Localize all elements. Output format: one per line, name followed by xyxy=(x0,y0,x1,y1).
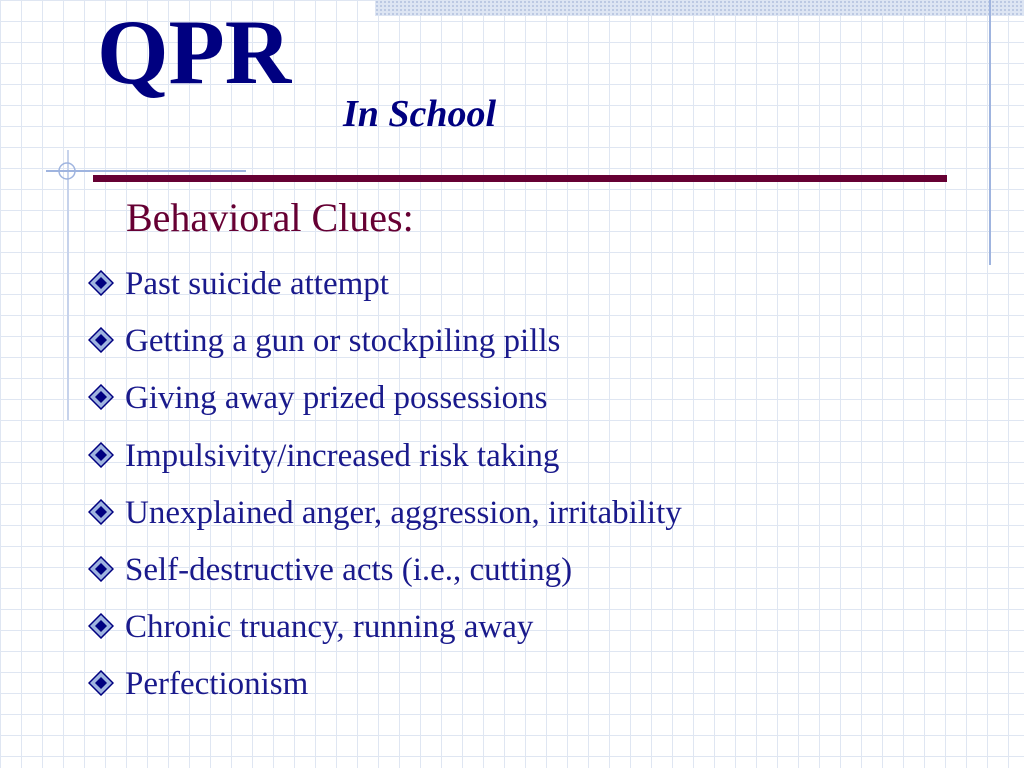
slide-title: QPR xyxy=(97,1,292,103)
section-heading: Behavioral Clues: xyxy=(126,195,414,240)
decorative-vertical-line-right xyxy=(989,0,991,265)
diamond-bullet-icon xyxy=(88,499,114,525)
diamond-bullet-icon xyxy=(88,327,114,353)
diamond-bullet-icon xyxy=(88,670,114,696)
bullet-text: Chronic truancy, running away xyxy=(125,609,534,646)
bullet-text: Giving away prized possessions xyxy=(125,380,548,417)
diamond-bullet-icon xyxy=(88,442,114,468)
bullet-text: Past suicide attempt xyxy=(125,266,389,302)
bullet-text: Unexplained anger, aggression, irritability xyxy=(125,494,682,531)
bullet-text: Self-destructive acts (i.e., cutting) xyxy=(125,551,573,588)
diamond-bullet-icon xyxy=(88,613,114,639)
bullet-text: Perfectionism xyxy=(125,666,309,703)
diamond-bullet-icon xyxy=(88,384,114,410)
bullet-text: Impulsivity/increased risk taking xyxy=(125,437,560,474)
decorative-top-band xyxy=(375,0,1024,16)
decorative-vertical-line-left xyxy=(67,150,69,420)
title-divider xyxy=(93,175,947,182)
slide-subtitle: In School xyxy=(343,93,497,135)
crosshair-icon xyxy=(56,160,78,182)
bullet-text: Getting a gun or stockpiling pills xyxy=(125,323,561,360)
diamond-bullet-icon xyxy=(88,270,114,296)
diamond-bullet-icon xyxy=(88,556,114,582)
